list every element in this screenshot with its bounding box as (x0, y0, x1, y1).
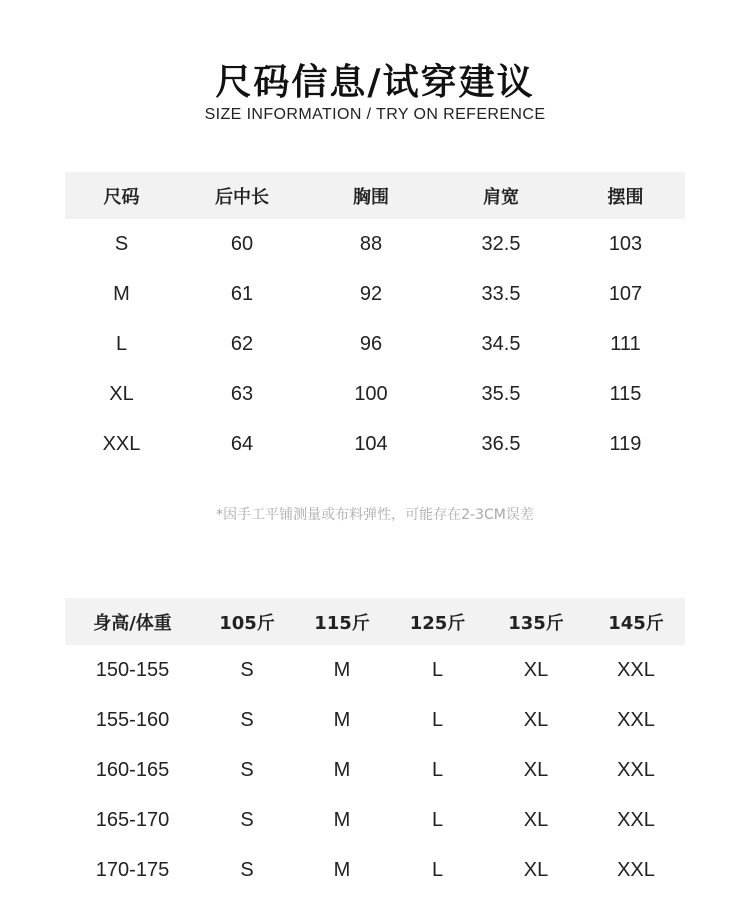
table-cell: M (333, 658, 351, 681)
table-cell: S (114, 232, 129, 255)
table-cell: 100 (354, 382, 388, 405)
size-header-cell: 尺码 (65, 172, 178, 219)
table-cell: S (240, 658, 254, 681)
table-cell: 96 (359, 332, 383, 355)
table-cell: 155-160 (95, 708, 170, 731)
table-cell: XXL (617, 858, 655, 881)
table-cell: 62 (230, 332, 254, 355)
table-cell: L (115, 332, 128, 355)
table-row (65, 219, 685, 269)
table-cell: 64 (230, 432, 254, 455)
table-row (65, 795, 685, 845)
table-cell: XL (523, 858, 549, 881)
table-cell: 88 (359, 232, 383, 255)
table-row (65, 695, 685, 745)
table-cell: 33.5 (481, 282, 521, 305)
table-cell: 165-170 (95, 808, 170, 831)
table-row (65, 319, 685, 369)
table-cell: XXL (102, 432, 141, 455)
table-cell: XXL (617, 758, 655, 781)
size-table-header-row (65, 172, 685, 219)
table-cell: L (431, 808, 444, 831)
table-cell: 170-175 (95, 858, 170, 881)
size-header-cell: 胸围 (306, 172, 436, 219)
table-row (65, 845, 685, 895)
table-cell: XL (523, 808, 549, 831)
table-cell: M (333, 758, 351, 781)
table-cell: M (333, 808, 351, 831)
table-cell: 36.5 (481, 432, 521, 455)
fit-header-cell: 115斤 (294, 598, 390, 645)
fit-header-cell: 105斤 (200, 598, 294, 645)
table-cell: 160-165 (95, 758, 170, 781)
table-cell: S (240, 758, 254, 781)
table-row (65, 645, 685, 695)
table-cell: 119 (609, 432, 642, 455)
size-header-cell: 后中长 (178, 172, 306, 219)
size-header-cell: 肩宽 (436, 172, 566, 219)
fit-header-cell: 125斤 (390, 598, 485, 645)
table-cell: M (333, 708, 351, 731)
fit-header-cell: 身高/体重 (65, 598, 200, 645)
table-cell: 111 (610, 332, 641, 355)
table-cell: L (431, 758, 444, 781)
table-cell: XXL (617, 808, 655, 831)
table-cell: 32.5 (481, 232, 521, 255)
fit-header-cell: 135斤 (485, 598, 587, 645)
fit-header-cell: 145斤 (587, 598, 685, 645)
table-row (65, 745, 685, 795)
page-title: 尺码信息/试穿建议 (215, 62, 535, 103)
fit-table-header-row (65, 598, 685, 645)
table-row (65, 269, 685, 319)
table-cell: 115 (609, 382, 642, 405)
size-table (65, 172, 685, 469)
table-cell: XL (109, 382, 134, 405)
table-cell: 92 (359, 282, 383, 305)
size-header-cell: 摆围 (566, 172, 685, 219)
fit-table (65, 598, 685, 895)
table-cell: XL (523, 758, 549, 781)
table-cell: L (431, 708, 444, 731)
table-cell: 63 (230, 382, 254, 405)
table-cell: 61 (230, 282, 254, 305)
table-row (65, 369, 685, 419)
table-cell: XXL (617, 708, 655, 731)
table-cell: 34.5 (481, 332, 521, 355)
table-cell: 60 (230, 232, 254, 255)
table-cell: S (240, 808, 254, 831)
table-cell: XL (523, 708, 549, 731)
page-subtitle: SIZE INFORMATION / TRY ON REFERENCE (204, 106, 546, 123)
table-cell: 35.5 (481, 382, 521, 405)
table-cell: L (431, 858, 444, 881)
table-cell: 104 (354, 432, 388, 455)
table-cell: S (240, 858, 254, 881)
table-cell: M (333, 858, 351, 881)
table-cell: 103 (608, 232, 643, 255)
table-cell: 150-155 (95, 658, 170, 681)
table-cell: S (240, 708, 254, 731)
table-cell: XXL (617, 658, 655, 681)
table-row (65, 419, 685, 469)
table-cell: 107 (608, 282, 643, 305)
measurement-note: *因手工平铺测量或布料弹性，可能存在2-3CM误差 (216, 507, 534, 523)
table-cell: M (113, 282, 130, 305)
table-cell: XL (523, 658, 549, 681)
table-cell: L (431, 658, 444, 681)
